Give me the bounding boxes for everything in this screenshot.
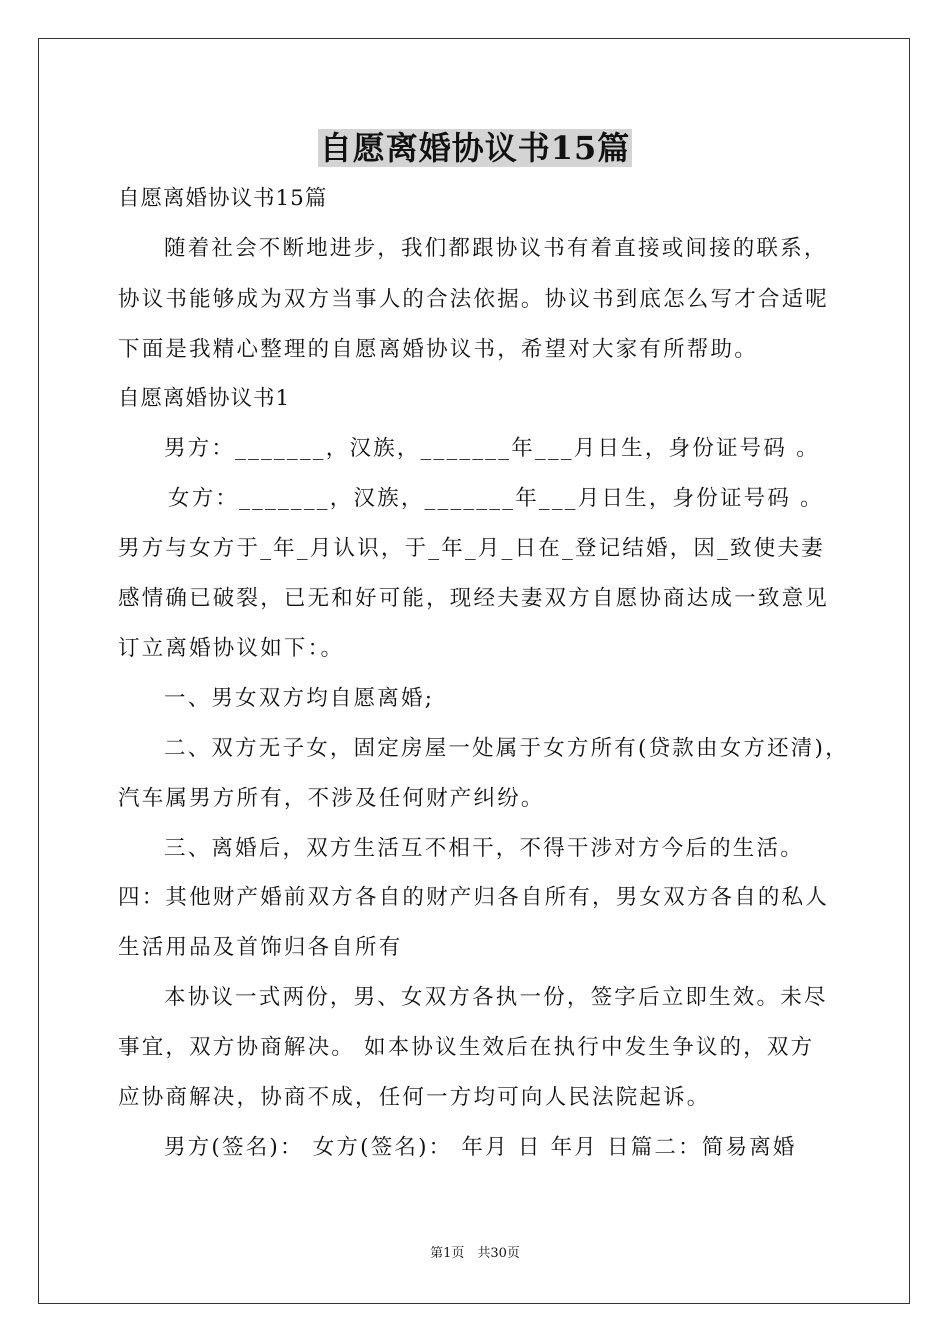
- signature-line: 男方(签名)： 女方(签名)： 年月 日 年月 日篇二：简易离婚: [164, 1135, 797, 1160]
- paragraph-line: 女方：_______，汉族，_______年___月日生，身份证号码 。: [168, 486, 824, 511]
- paragraph-line: 生活用品及首饰归各自所有: [118, 935, 403, 960]
- paragraph-line: 本协议一式两份，男、女双方各执一份，签字后立即生效。未尽: [164, 985, 828, 1010]
- paragraph-line: 一、男女双方均自愿离婚;: [164, 686, 435, 711]
- document-title: [0, 126, 950, 170]
- document-title-text: 自愿离婚协议书15篇: [319, 129, 631, 167]
- paragraph-line: 事宜，双方协商解决。 如本协议生效后在执行中发生争议的，双方: [118, 1035, 815, 1060]
- paragraph-line: 男方与女方于_年_月认识，于_年_月_日在_登记结婚，因_致使夫妻: [118, 536, 825, 561]
- paragraph-line: 下面是我精心整理的自愿离婚协议书，希望对大家有所帮助。: [118, 337, 758, 362]
- subtitle-line: 自愿离婚协议书15篇: [118, 186, 328, 211]
- section-heading: 自愿离婚协议书1: [118, 386, 291, 411]
- paragraph-line: 汽车属男方所有，不涉及任何财产纠纷。: [118, 786, 545, 811]
- paragraph-line: 二、双方无子女，固定房屋一处属于女方所有(贷款由女方还清)，: [164, 736, 849, 761]
- paragraph-line: 四：其他财产婚前双方各自的财产归各自所有，男女双方各自的私人: [118, 885, 830, 910]
- paragraph-line: 应协商解决，协商不成，任何一方均可向人民法院起诉。: [118, 1085, 711, 1110]
- page-frame: [38, 38, 910, 1304]
- paragraph-line: 随着社会不断地进步，我们都跟协议书有着直接或间接的联系，: [164, 236, 828, 261]
- paragraph-line: 协议书能够成为双方当事人的合法依据。协议书到底怎么写才合适呢: [118, 287, 830, 312]
- paragraph-line: 感情确已破裂，已无和好可能，现经夫妻双方自愿协商达成一致意见: [118, 586, 830, 611]
- paragraph-line: 男方：_______，汉族，_______年___月日生，身份证号码 。: [164, 436, 820, 461]
- paragraph-line: 订立离婚协议如下：。: [118, 636, 345, 661]
- paragraph-line: 三、离婚后，双方生活互不相干，不得干涉对方今后的生活。: [164, 836, 804, 861]
- page-footer: 第1页 共30页: [430, 1246, 520, 1261]
